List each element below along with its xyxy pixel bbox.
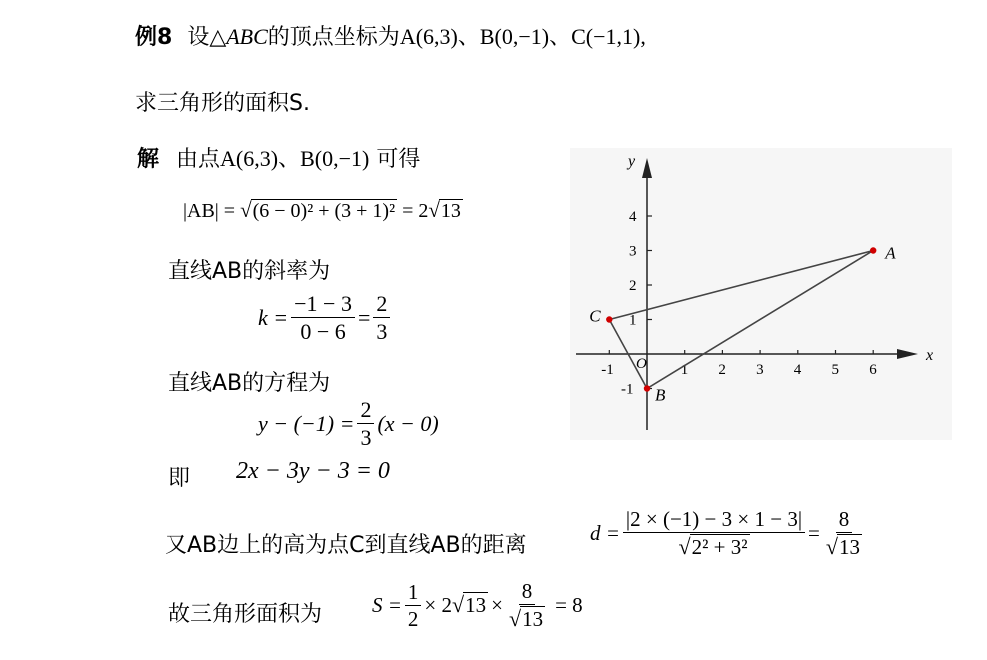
distance-denominator: √2² + 3²	[678, 534, 748, 560]
solution-points: A(6,3)、B(0,−1)	[220, 146, 370, 171]
height-label-text: 又AB边上的高为点C到直线AB的距离	[165, 533, 527, 558]
slope-k: k =	[258, 304, 289, 330]
area-denominator-2: √13	[508, 606, 544, 632]
y-tick-label: 1	[629, 312, 637, 329]
ab-rhs: = 2	[397, 200, 429, 222]
slope-fraction-1	[291, 292, 355, 343]
x-tick-label: 1	[680, 362, 689, 378]
solution-get: 可得	[376, 147, 421, 172]
point-slope-fraction	[357, 398, 374, 449]
point-slope-numerator: 2	[357, 398, 374, 424]
area-numerator: 1	[405, 581, 422, 606]
distance-equals: =	[808, 520, 820, 545]
solution-intro	[137, 142, 420, 173]
ab-radicand: (6 − 0)² + (3 + 1)²	[252, 200, 396, 222]
distance-fraction-2	[823, 508, 865, 558]
distance-d: d =	[590, 520, 620, 545]
distance-fraction-1	[623, 508, 805, 558]
area-s: S =	[372, 592, 402, 617]
area-result: = 8	[555, 592, 583, 617]
standard-line-equation: 2x − 3y − 3 = 0	[236, 458, 390, 484]
area-formula: S = $\frac{1}{2}$ × 2 √ 13 × $\frac{8}{√13}$ = 8	[372, 579, 583, 632]
point-slope-denominator: 3	[360, 425, 372, 451]
distance-denominator-radicand: 2² + 3²	[691, 535, 748, 560]
distance-numerator-2: 8	[836, 508, 853, 533]
problem-text-b: 的顶点坐标为	[267, 25, 400, 50]
ji-label: 即	[168, 466, 191, 491]
line-equation-label: 直线AB的方程为	[168, 371, 331, 396]
solution-tag: 解	[137, 147, 160, 172]
x-tick-label: 2	[718, 362, 726, 378]
x-tick-label: 5	[831, 362, 839, 378]
x-tick-label: 6	[869, 362, 877, 378]
area-denominator: 2	[407, 606, 419, 631]
ab-radicand-2: 13	[440, 200, 461, 222]
slope-numerator: −1 − 3	[291, 292, 355, 318]
area-fraction-1	[405, 581, 422, 630]
vertex-b-label: B	[655, 385, 666, 405]
slope-numerator-2: 2	[373, 292, 390, 318]
point-slope-formula	[258, 398, 439, 449]
coordinate-graph	[560, 140, 960, 440]
y-tick-label: 2	[629, 278, 637, 294]
y-tick-label: 3	[629, 243, 637, 260]
area-numerator-2: 8	[519, 580, 536, 605]
example-tag: 例8	[135, 25, 173, 50]
distance-formula	[590, 508, 868, 558]
y-tick-label: 4	[629, 209, 637, 225]
solution-from: 由点	[176, 147, 221, 172]
problem-text-a: 设△	[187, 25, 227, 50]
area-fraction-2	[506, 580, 548, 630]
problem-points: A(6,3)、B(0,−1)、C(−1,1),	[399, 24, 646, 49]
area-label: 故三角形面积为	[168, 602, 323, 627]
point-slope-lhs: y − (−1) =	[258, 410, 355, 436]
vertex-b-dot	[644, 385, 650, 391]
distance-ab-formula: |AB| = √(6 − 0)² + (3 + 1)² = 2√13	[183, 198, 461, 222]
distance-denominator-2: √13	[825, 534, 860, 560]
vertex-a-label: A	[885, 243, 896, 263]
slope-equals: =	[357, 304, 371, 330]
x-tick-label: 4	[793, 362, 802, 378]
vertex-a-dot	[870, 247, 876, 253]
y-tick-label: -1	[621, 381, 634, 398]
x-axis-label: x	[926, 347, 934, 364]
slope-denominator: 0 − 6	[300, 319, 346, 345]
slope-label: 直线AB的斜率为	[168, 259, 331, 284]
slope-fraction-2	[373, 292, 390, 343]
x-tick-label: 3	[756, 362, 764, 378]
problem-line-2: 求三角形的面积S.	[135, 91, 310, 116]
x-tick-label: -1	[601, 362, 614, 378]
vertex-c-label: C	[589, 306, 601, 326]
area-times: ×	[491, 592, 503, 617]
triangle-name: ABC	[226, 24, 268, 49]
distance-denominator-2-radicand: 13	[839, 535, 860, 560]
height-label	[165, 528, 527, 559]
y-axis-label: y	[628, 153, 636, 170]
area-denominator-2-radicand: 13	[522, 607, 544, 632]
origin-label: O	[636, 356, 647, 372]
problem-line-1	[135, 20, 646, 51]
slope-denominator-2: 3	[376, 319, 388, 345]
area-radicand: 13	[465, 593, 487, 618]
vertex-c-dot	[606, 316, 612, 322]
area-middle: × 2	[424, 592, 453, 617]
ab-lhs: |AB| =	[183, 200, 241, 222]
point-slope-rhs: (x − 0)	[377, 410, 439, 436]
distance-numerator: |2 × (−1) − 3 × 1 − 3|	[623, 508, 805, 533]
slope-formula	[258, 292, 393, 343]
